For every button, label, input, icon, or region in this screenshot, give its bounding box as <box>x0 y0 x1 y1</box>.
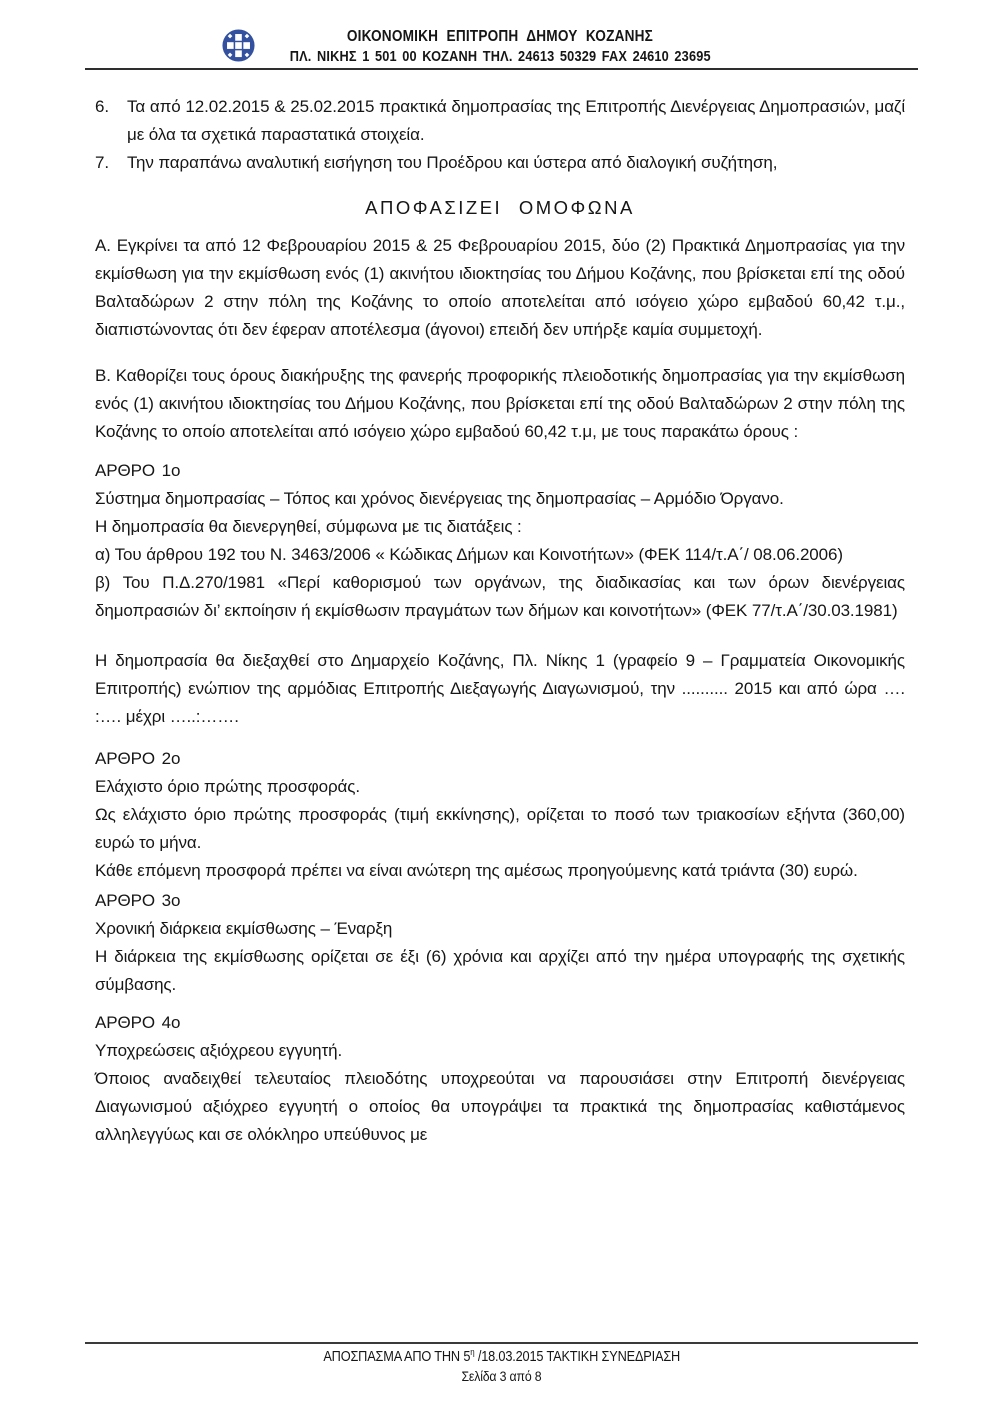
article-4-title: ΑΡΘΡΟ 4ο <box>95 1013 181 1032</box>
decision-heading: ΑΠΟΦΑΣΙΖΕΙ ΟΜΟΦΩΝΑ <box>365 197 635 218</box>
footer-session-line <box>85 1348 918 1367</box>
item-number: 7. <box>95 153 109 172</box>
article-3-paragraph: Η διάρκεια της εκμίσθωσης ορίζεται σε έξι (6) χρόνια και αρχίζει από την ημέρα υπογραφής της σχετικής σύμβασης. <box>95 947 905 994</box>
document-body <box>95 93 905 1149</box>
paragraph-b: Β. Καθορίζει τους όρους διακήρυξης της φανερής προφορικής πλειοδοτικής δημοπρασίας για την εκμίσθωση ενός (1) ακινήτου ιδιοκτησίας του Δήμου Κοζάνης, που βρίσκεται επί της οδού Βαλταδώρων 2 στην πόλη της Κοζάνης το οποίο αποτελείται από ισόγειο χώρο εμβαδού 60,42 τ.μ, με τους παρακάτω όρους : <box>95 366 905 441</box>
article-1-paragraph: Η δημοπρασία θα διεξαχθεί στο Δημαρχείο Κοζάνης, Πλ. Νίκης 1 (γραφείο 9 – Γραμματεία Οικονομικής Επιτροπής) ενώπιον της αρμόδιας Επιτροπής Διεξαγωγής Διαγωνισμού, την .......... 2015 και από ώρα …. :…. μέχρι …..:……. <box>95 651 905 726</box>
header-text-block <box>0 27 1000 67</box>
footer-session-suffix: /18.03.2015 ΤΑΚΤΙΚΗ ΣΥΝΕΔΡΙΑΣΗ <box>474 1349 680 1365</box>
article-3-paragraph: Χρονική διάρκεια εκμίσθωσης – Έναρξη <box>95 919 393 938</box>
header-address-line <box>0 47 1000 67</box>
footer-page-number-text: Σελίδα 3 από 8 <box>461 1368 542 1384</box>
article-4-paragraph: Υποχρεώσεις αξιόχρεου εγγυητή. <box>95 1041 343 1060</box>
footer-page-number <box>85 1367 918 1386</box>
numbered-item-6 <box>95 93 905 149</box>
article-1-title: ΑΡΘΡΟ 1ο <box>95 461 181 480</box>
article-1-paragraph: α) Του άρθρου 192 του Ν. 3463/2006 « Κώδικας Δήμων και Κοινοτήτων» (ΦΕΚ 114/τ.Α΄/ 08.06.2006) <box>95 545 843 564</box>
article-1-paragraph: Σύστημα δημοπρασίας – Τόπος και χρόνος διενέργειας της δημοπρασίας – Αρμόδιο Όργανο. <box>95 489 784 508</box>
article-1-paragraph: Η δημοπρασία θα διενεργηθεί, σύμφωνα με τις διατάξεις : <box>95 517 522 536</box>
article-4-paragraph: Όποιος αναδειχθεί τελευταίος πλειοδότης υποχρεούται να παρουσιάσει στην Επιτροπή διενέργειας Διαγωνισμού αξιόχρεο εγγυητή ο οποίος θα υπογράψει τα πρακτικά της δημοπρασίας καθιστάμενος αλληλεγγύως και σε ολόκληρο υπεύθυνος με <box>95 1069 905 1144</box>
paragraph-a: Α. Εγκρίνει τα από 12 Φεβρουαρίου 2015 & 25 Φεβρουαρίου 2015, δύο (2) Πρακτικά Δημοπρασίας για την εκμίσθωση για την εκμίσθωση ενός (1) ακινήτου ιδιοκτησίας του Δήμου Κοζάνης, που βρίσκεται επί της οδού Βαλταδώρων 2 στην πόλη της Κοζάνης το οποίο αποτελείται από ισόγειο χώρο εμβαδού 60,42 τ.μ., διαπιστώνοντας ότι δεν έφεραν αποτέλεσμα (άγονοι) επειδή δεν υπήρξε καμία συμμετοχή. <box>95 236 905 339</box>
footer-session-text <box>323 1348 680 1367</box>
numbered-item-7 <box>95 149 905 177</box>
item-text: Την παραπάνω αναλυτική εισήγηση του Προέδρου και ύστερα από διαλογική συζήτηση, <box>127 153 778 172</box>
article-2-paragraph: Ελάχιστο όριο πρώτης προσφοράς. <box>95 777 360 796</box>
article-2-title: ΑΡΘΡΟ 2ο <box>95 749 181 768</box>
item-number: 6. <box>95 97 109 116</box>
document-footer <box>85 1342 918 1386</box>
footer-session-prefix: ΑΠΟΣΠΑΣΜΑ ΑΠΟ ΤΗΝ 5 <box>323 1349 471 1365</box>
article-1-paragraph: β) Του Π.Δ.270/1981 «Περί καθορισμού των οργάνων, της διαδικασίας και των όρων διενέργειας δημοπρασιών δι’ εκποίησιν ή εκμίσθωσιν πραγμάτων των δήμων και κοινοτήτων» (ΦΕΚ 77/τ.Α΄/30.03.1981) <box>95 573 905 620</box>
footer-session-superscript: η <box>470 1347 475 1358</box>
article-3-title: ΑΡΘΡΟ 3ο <box>95 891 181 910</box>
header-org-name-text: ΟΙΚΟΝΟΜΙΚΗ ΕΠΙΤΡΟΠΗ ΔΗΜΟΥ ΚΟΖΑΝΗΣ <box>346 28 654 45</box>
article-2-paragraph: Ως ελάχιστο όριο πρώτης προσφοράς (τιμή εκκίνησης), ορίζεται το ποσό των τριακοσίων εξήντα (360,00) ευρώ το μήνα. <box>95 805 905 852</box>
item-text: Τα από 12.02.2015 & 25.02.2015 πρακτικά δημοπρασίας της Επιτροπής Διενέργειας Δημοπρασιών, μαζί με όλα τα σχετικά παραστατικά στοιχεία. <box>127 97 905 144</box>
header-address-line-text: ΠΛ. ΝΙΚΗΣ 1 501 00 ΚΟΖΑΝΗ ΤΗΛ. 24613 50329 FAX 24610 23695 <box>289 49 711 65</box>
article-2-paragraph: Κάθε επόμενη προσφορά πρέπει να είναι ανώτερη της αμέσως προηγούμενης κατά τριάντα (30) ευρώ. <box>95 861 858 880</box>
header-divider <box>85 68 918 70</box>
header-org-name <box>0 27 1000 47</box>
